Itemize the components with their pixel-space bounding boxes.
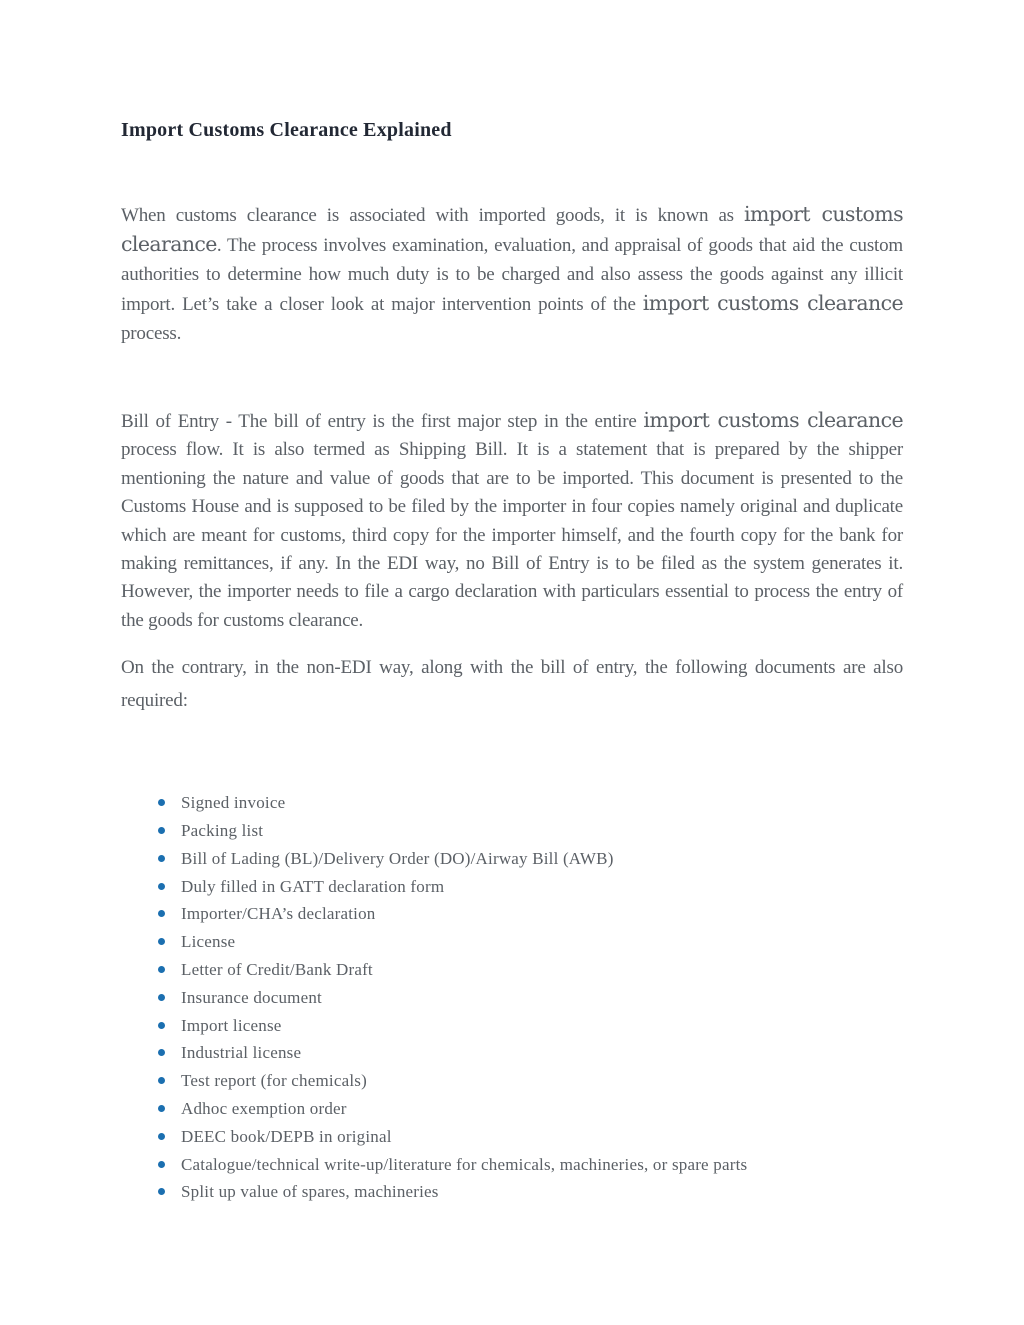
bill-of-entry-paragraph xyxy=(121,406,903,635)
list-item-text: Letter of Credit/Bank Draft xyxy=(181,960,373,980)
emphasis-text: import customs clearance xyxy=(643,408,903,433)
list-item xyxy=(121,845,903,873)
bullet-icon xyxy=(158,799,165,806)
list-item xyxy=(121,1067,903,1095)
list-item-text: Duly filled in GATT declaration form xyxy=(181,876,445,896)
bullet-icon xyxy=(158,1105,165,1112)
list-item xyxy=(121,789,903,817)
list-item-text: Insurance document xyxy=(181,987,322,1007)
list-item-text: License xyxy=(181,932,236,952)
body-text: . The process involves examination, evaluation, and appraisal of goods that aid the custom authorities to determine how much duty is to be charged and also assess the goods against any illicit import. Let’s take a closer look at major intervention points of the xyxy=(121,235,903,316)
list-item-text: Catalogue/technical write-up/literature for chemicals, machineries, or spare parts xyxy=(181,1154,748,1174)
body-text: When customs clearance is associated with imported goods, it is known as xyxy=(121,205,745,226)
list-item xyxy=(121,1095,903,1123)
list-item xyxy=(121,1151,903,1179)
list-item-text: Import license xyxy=(181,1015,282,1035)
list-item-text: Packing list xyxy=(181,821,264,841)
bullet-icon xyxy=(158,1133,165,1140)
list-item-text: Split up value of spares, machineries xyxy=(181,1182,439,1202)
list-item-text: Bill of Lading (BL)/Delivery Order (DO)/Airway Bill (AWB) xyxy=(181,848,614,868)
bullet-icon xyxy=(158,855,165,862)
body-text: Bill of Entry - The bill of entry is the first major step in the entire xyxy=(121,411,644,433)
bullet-icon xyxy=(158,1188,165,1195)
non-edi-paragraph xyxy=(121,651,903,717)
list-item xyxy=(121,873,903,901)
list-item xyxy=(121,928,903,956)
list-item-text: Signed invoice xyxy=(181,793,286,813)
bullet-icon xyxy=(158,1049,165,1056)
bullet-icon xyxy=(158,994,165,1001)
bullet-icon xyxy=(158,966,165,973)
list-item-text: Test report (for chemicals) xyxy=(181,1071,367,1091)
list-item xyxy=(121,1123,903,1151)
document-list xyxy=(121,789,903,1206)
bullet-icon xyxy=(158,827,165,834)
bullet-icon xyxy=(158,1077,165,1084)
list-item xyxy=(121,900,903,928)
list-item-text: DEEC book/DEPB in original xyxy=(181,1126,392,1146)
body-text: process flow. It is also termed as Shipping Bill. It is a statement that is prepared by the shipper mentioning the nature and value of goods that are to be imported. This document is presented to the Customs House and is supposed to be filed by the importer in four copies namely original and duplicate which are meant for customs, third copy for the importer himself, and the fourth copy for the bank for making remittances, if any. In the EDI way, no Bill of Entry is to be filed as the system generates it. However, the importer needs to file a cargo declaration with particulars essential to process the entry of the goods for customs clearance. xyxy=(121,439,903,631)
bullet-icon xyxy=(158,938,165,945)
bullet-icon xyxy=(158,910,165,917)
document-body xyxy=(121,200,903,717)
emphasis-text: import customs clearance xyxy=(642,291,903,316)
body-text: On the contrary, in the non-EDI way, along with the bill of entry, the following documents are also required: xyxy=(121,657,903,712)
list-item xyxy=(121,984,903,1012)
list-item xyxy=(121,1039,903,1067)
list-item-text: Importer/CHA’s declaration xyxy=(181,904,376,924)
list-item xyxy=(121,1178,903,1206)
list-item-text: Industrial license xyxy=(181,1043,302,1063)
body-text: process. xyxy=(121,322,182,344)
bullet-icon xyxy=(158,1022,165,1029)
intro-paragraph xyxy=(121,200,903,348)
bullet-icon xyxy=(158,883,165,890)
list-item xyxy=(121,1012,903,1040)
emphasis-text: import customs clearance xyxy=(121,202,903,257)
list-item-text: Adhoc exemption order xyxy=(181,1099,347,1119)
list-item xyxy=(121,956,903,984)
bullet-icon xyxy=(158,1161,165,1168)
list-item xyxy=(121,817,903,845)
document-title: Import Customs Clearance Explained xyxy=(121,119,452,141)
